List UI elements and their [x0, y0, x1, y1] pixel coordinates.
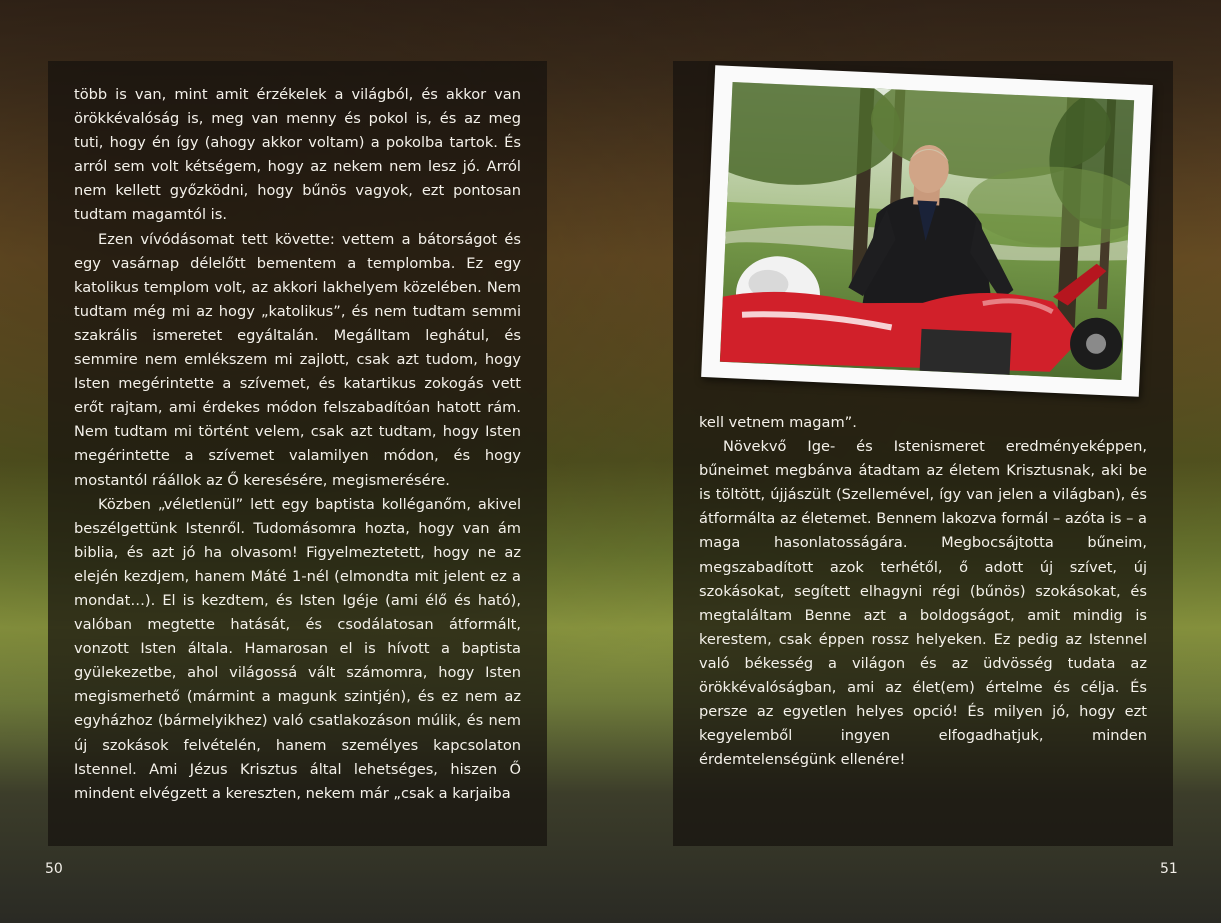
photo-illustration [720, 82, 1134, 380]
left-page-body [74, 83, 521, 806]
left-paragraph-2: Ezen vívódásomat tett követte: vettem a bátorságot és egy vasárnap délelőtt bementem a templomba. Ez egy katolikus templom volt, az akkori lakhelyem közelében. Nem tudtam még mi az hogy „katolikus”, és nem tudtam semmi szakrális ismeretet egyáltalán. Megálltam leghátul, és semmire nem emlékszem mi zajlott, csak azt tudom, hogy Isten megérintette a szívemet, és katartikus zokogás vett erőt rajtam, ami érdekes módon felszabadítóan hatott rám. Nem tudtam mi történt velem, csak azt tudtam, hogy Isten megérintette a szívemet valamilyen módon, és hogy mostantól ráállok az Ő keresésére, megismerésére. [74, 230, 521, 489]
right-paragraph-1: kell vetnem magam”. [699, 414, 857, 431]
right-page-body [699, 411, 1147, 772]
page-number-right: 51 [1160, 861, 1178, 877]
right-paragraph-2: Növekvő Ige- és Istenismeret eredményeképpen, bűneimet megbánva átadtam az életem Krisztusnak, aki be is töltött, újjászült (Szellemével, így van jelen a világban), és átformálta az életemet. Bennem lakozva formál – azóta is – a maga hasonlatosságára. Megbocsájtotta bűneim, megszabadított azok terhétől, ő adott új szívet, új szokásokat, segített elhagyni régi (bűnös) szokásokat, és megtaláltam Benne azt a boldogságot, amit mindig is kerestem, csak éppen rossz helyeken. Ez pedig az Istennel való békesség a világon és az üdvösség tudata az örökkévalóságban, ami az élet(em) értelme és célja. És persze az egyetlen helyes opció! És milyen jó, hogy ezt kegyelemből ingyen elfogadhatjuk, minden érdemtelenségünk ellenére! [699, 438, 1147, 769]
photo-frame [701, 65, 1153, 397]
page-number-left: 50 [45, 861, 63, 877]
photo-man-with-motorcycle [720, 82, 1134, 380]
left-paragraph-1: több is van, mint amit érzékelek a világból, és akkor van örökkévalóság is, meg van menny és pokol is, és az meg tuti, hogy én így (ahogy akkor voltam) a pokolba tartok. És arról sem volt kétségem, hogy az nekem nem lesz jó. Arról nem kellett győzködni, hogy bűnös vagyok, ezt pontosan tudtam magamtól is. [74, 86, 521, 224]
left-paragraph-3: Közben „véletlenül” lett egy baptista kolléganőm, akivel beszélgettünk Istenről. Tudomásomra hozta, hogy van ám biblia, és azt jó ha olvasom! Figyelmeztetett, hogy ne az elején kezdjem, hanem Máté 1-nél (elmondta mit jelent ez a mondat…). El is kezdtem, és Isten Igéje (ami élő és ható), valóban megtette hatását, és csodálatosan átformált, vonzott Isten általa. Hamarosan el is hívott a baptista gyülekezetbe, ahol világossá vált számomra, hogy Isten megismerhető (mármint a magunk szintjén), és ez nem az egyházhoz (bármelyikhez) való csatlakozáson múlik, és nem új szokások felvételén, hanem személyes kapcsolaton Istennel. Ami Jézus Krisztus által lehetséges, hiszen Ő mindent elvégzett a kereszten, nekem már „csak a karjaiba [74, 495, 521, 802]
left-page-text-panel [48, 61, 547, 846]
